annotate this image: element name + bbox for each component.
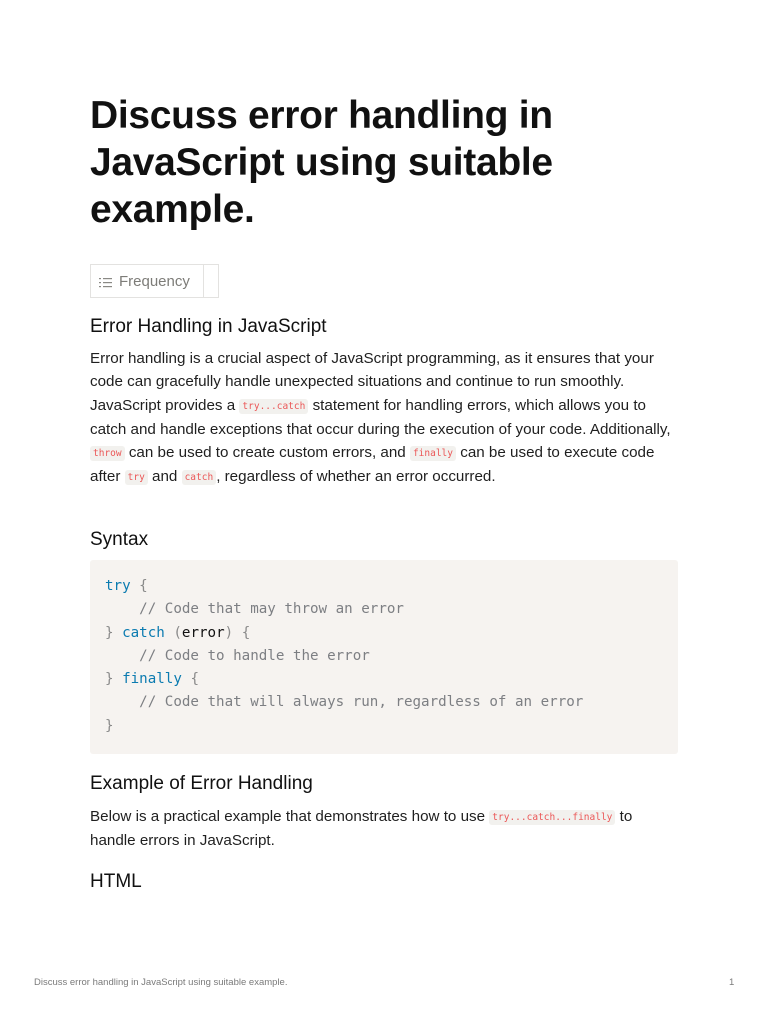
footer-page-number: 1 (729, 977, 735, 988)
footer-title: Discuss error handling in JavaScript using suitable example. (34, 977, 288, 988)
property-value (204, 265, 218, 297)
inline-code: try...catch...finally (489, 810, 615, 825)
inline-code: throw (90, 446, 125, 461)
paragraph-example: Below is a practical example that demonstrates how to use try...catch...finally to handle errors in JavaScript. (90, 808, 633, 850)
heading-example: Example of Error Handling (90, 773, 313, 794)
heading-html: HTML (90, 871, 142, 892)
property-frequency (91, 265, 204, 297)
inline-code: finally (410, 446, 456, 461)
list-icon (99, 276, 113, 290)
inline-code: try (125, 470, 148, 485)
property-name: Frequency (119, 272, 190, 290)
heading-syntax: Syntax (90, 529, 149, 550)
heading-error-handling: Error Handling in JavaScript (90, 316, 327, 337)
page-title: Discuss error handling in JavaScript using suitable example. (90, 94, 553, 231)
code-block: try { // Code that may throw an error } catch (error) { // Code to handle the error } finally { // Code that will always run, regardless of an error } (90, 560, 678, 754)
property-table (90, 264, 219, 298)
inline-code: try...catch (239, 399, 308, 414)
inline-code: catch (182, 470, 217, 485)
paragraph-error-handling: Error handling is a crucial aspect of JavaScript programming, as it ensures that your code can gracefully handle unexpected situations and continue to run smoothly. JavaScript provides a try...catch statement for handling errors, which allows you to catch and handle exceptions that occur during the execution of your code. Additionally, throw can be used to create custom errors, and finally can be used to execute code after try and catch , regardless of whether an error occurred. (90, 350, 671, 486)
